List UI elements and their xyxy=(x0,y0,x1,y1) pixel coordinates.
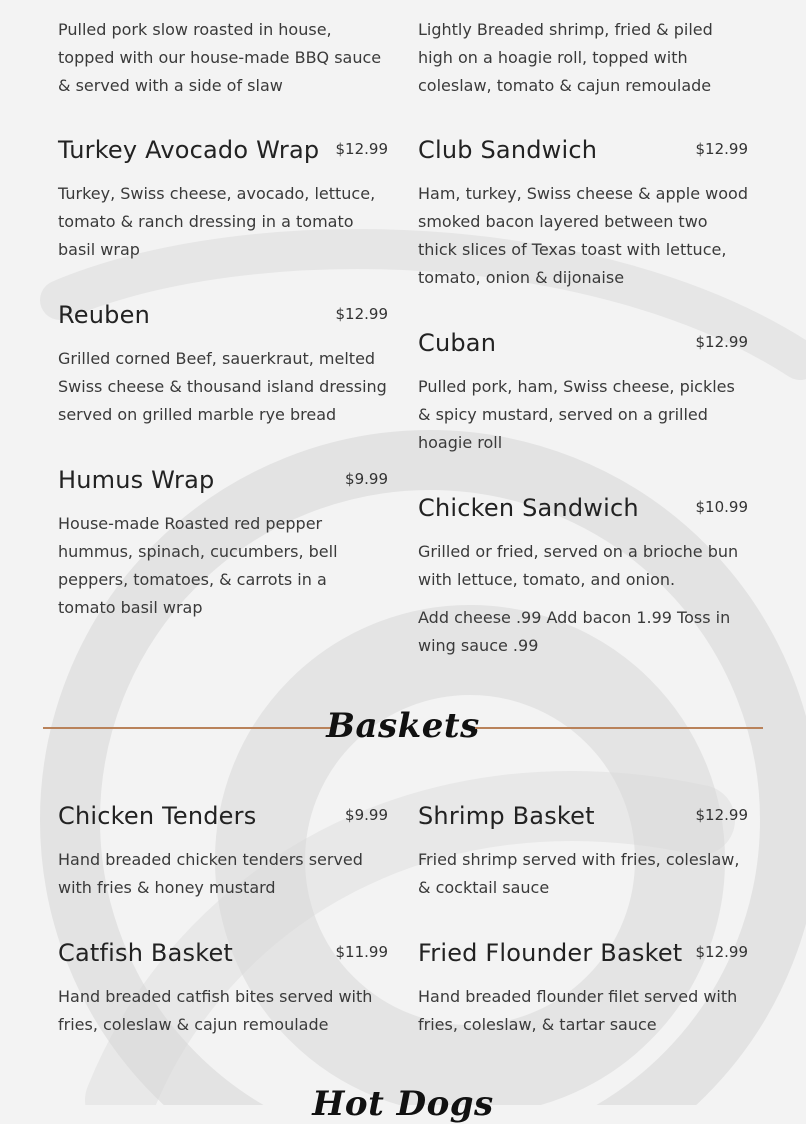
item-description: Pulled pork slow roasted in house, topped with our house-made BBQ sauce & served with a side of slaw xyxy=(58,20,382,95)
menu-item-chicken-sandwich xyxy=(418,494,748,660)
item-description: Fried shrimp served with fries, coleslaw, & cocktail sauce xyxy=(418,850,740,897)
item-price: $11.99 xyxy=(335,943,388,961)
menu-item-cuban xyxy=(418,329,748,457)
item-price: $12.99 xyxy=(695,806,748,824)
item-add-ons: Add cheese .99 Add bacon 1.99 Toss in wing sauce .99 xyxy=(418,608,731,655)
item-description: Turkey, Swiss cheese, avocado, lettuce, tomato & ranch dressing in a tomato basil wrap xyxy=(58,184,376,259)
menu-item-reuben xyxy=(58,301,388,429)
item-price: $12.99 xyxy=(695,943,748,961)
item-price: $12.99 xyxy=(335,140,388,158)
item-name: Chicken Sandwich xyxy=(418,494,639,522)
item-price: $12.99 xyxy=(335,305,388,323)
item-name: Reuben xyxy=(58,301,150,329)
item-description: House-made Roasted red pepper hummus, spinach, cucumbers, bell peppers, tomatoes, & carrots in a tomato basil wrap xyxy=(58,514,338,617)
item-description: Ham, turkey, Swiss cheese & apple wood smoked bacon layered between two thick slices of Texas toast with lettuce, tomato, onion & dijonaise xyxy=(418,184,748,287)
item-description: Lightly Breaded shrimp, fried & piled high on a hoagie roll, topped with coleslaw, tomato & cajun remoulade xyxy=(418,20,713,95)
item-name: Fried Flounder Basket xyxy=(418,939,683,967)
item-description: Hand breaded catfish bites served with fries, coleslaw & cajun remoulade xyxy=(58,987,373,1034)
menu-item xyxy=(418,16,748,100)
menu-item-turkey-avocado-wrap xyxy=(58,136,388,264)
item-description: Grilled corned Beef, sauerkraut, melted Swiss cheese & thousand island dressing served on grilled marble rye bread xyxy=(58,349,387,424)
item-description: Hand breaded flounder filet served with fries, coleslaw, & tartar sauce xyxy=(418,987,738,1034)
item-name: Club Sandwich xyxy=(418,136,598,164)
item-price: $12.99 xyxy=(695,140,748,158)
item-name: Chicken Tenders xyxy=(58,802,257,830)
item-name: Catfish Basket xyxy=(58,939,234,967)
item-name: Turkey Avocado Wrap xyxy=(58,136,320,164)
menu-item-humus-wrap xyxy=(58,466,388,622)
item-description: Pulled pork, ham, Swiss cheese, pickles & spicy mustard, served on a grilled hoagie roll xyxy=(418,377,735,452)
item-price: $12.99 xyxy=(695,333,748,351)
item-price: $9.99 xyxy=(345,470,388,488)
item-name: Cuban xyxy=(418,329,497,357)
divider-line xyxy=(475,727,763,729)
item-price: $9.99 xyxy=(345,806,388,824)
section-title-hot-dogs: Hot Dogs xyxy=(312,1084,494,1124)
section-heading-baskets xyxy=(43,706,763,750)
item-description: Hand breaded chicken tenders served with fries & honey mustard xyxy=(58,850,363,897)
menu-item-fried-flounder-basket xyxy=(418,939,748,1039)
menu-item-club-sandwich xyxy=(418,136,748,292)
menu-item-chicken-tenders xyxy=(58,802,388,902)
item-name: Humus Wrap xyxy=(58,466,215,494)
menu-item xyxy=(58,16,388,100)
item-name: Shrimp Basket xyxy=(418,802,595,830)
menu-item-catfish-basket xyxy=(58,939,388,1039)
item-price: $10.99 xyxy=(695,498,748,516)
menu-item-shrimp-basket xyxy=(418,802,748,902)
section-title: Baskets xyxy=(326,706,480,746)
item-description: Grilled or fried, served on a brioche bun with lettuce, tomato, and onion. xyxy=(418,542,739,589)
